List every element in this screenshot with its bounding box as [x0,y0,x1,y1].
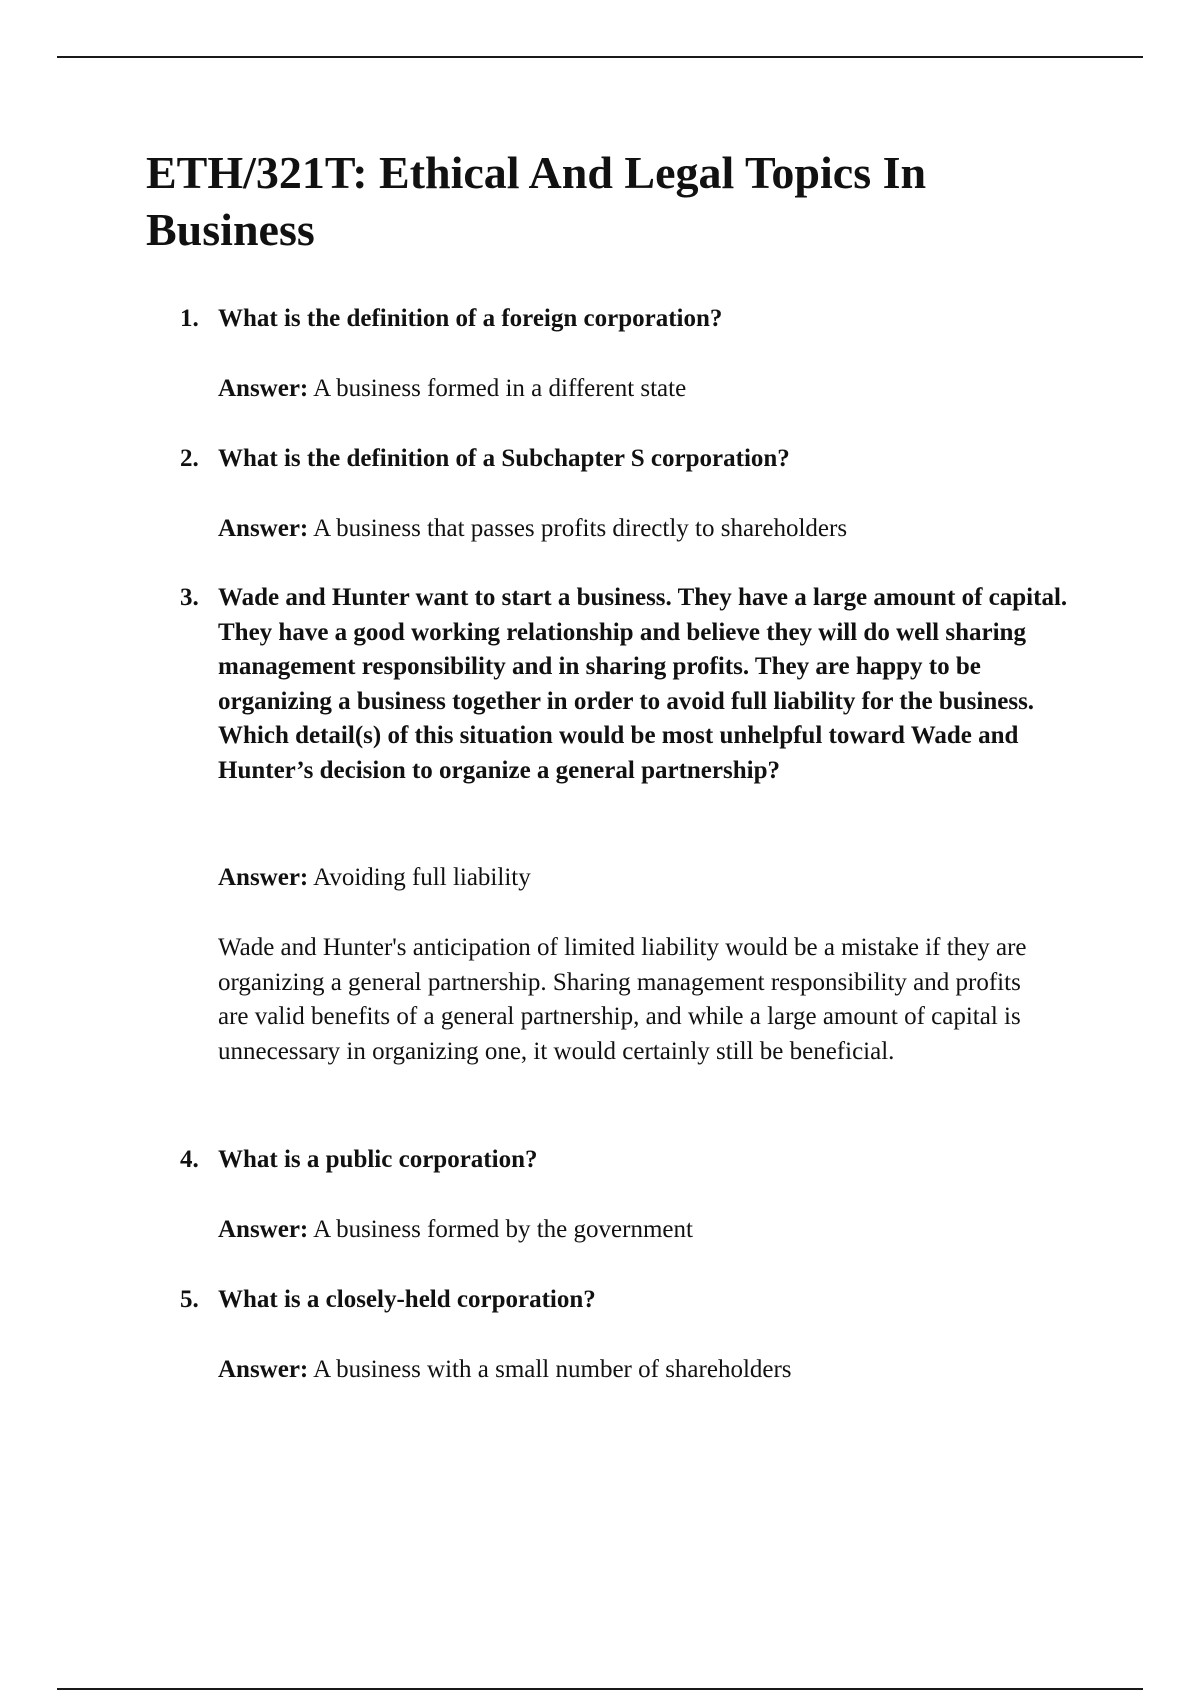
answer-text: A business with a small number of shareholders [313,1356,792,1383]
question-body: What is a public corporation? [218,1146,538,1173]
question-text [180,302,1090,337]
question-body: What is a closely-held corporation? [218,1286,596,1313]
question-text [180,442,1090,477]
question-item-1 [180,302,1090,402]
answer-explanation: Wade and Hunter's anticipation of limited liability would be a mistake if they are organizing a general partnership. Sharing management responsibility and profits are valid benefits of a general partnership, and while a large amount of capital is unnecessary in organizing one, it would certainly still be beneficial. [218,934,1027,1065]
answer-label: Answer: [218,375,309,402]
question-number: 5. [180,1286,199,1313]
answer-line [180,1353,792,1388]
header-divider [57,56,1143,58]
answer-line [180,372,686,407]
question-text [180,581,1098,789]
question-number: 3. [180,584,199,611]
question-body: What is the definition of a Subchapter S corporation? [218,445,790,472]
question-item-4 [180,1143,1090,1243]
answer-label: Answer: [218,515,309,542]
question-text [180,1283,1090,1318]
answer-label: Answer: [218,1216,309,1243]
answer-text: A business that passes profits directly to shareholders [313,515,848,542]
question-item-3 [180,581,1090,1065]
question-number: 4. [180,1146,199,1173]
question-number: 1. [180,305,199,332]
answer-line [180,512,847,547]
footer-divider [57,1688,1143,1690]
answer-label: Answer: [218,1356,309,1383]
answer-label: Answer: [218,864,309,891]
page-title: ETH/321T: Ethical And Legal Topics In Business [146,147,927,255]
question-body: Wade and Hunter want to start a business. They have a large amount of capital. They have a good working relationship and believe they will do well sharing management responsibility and in sharing profits. They are happy to be organizing a business together in order to avoid full liability for the business. Which detail(s) of this situation would be most unhelpful toward Wade and Hunter’s decision to organize a general partnership? [218,584,1068,784]
answer-line [180,861,531,896]
answer-text: A business formed in a different state [313,375,687,402]
question-item-2 [180,442,1090,542]
answer-line [180,1213,693,1248]
question-body: What is the definition of a foreign corporation? [218,305,723,332]
question-number: 2. [180,445,199,472]
answer-text: A business formed by the government [313,1216,693,1243]
answer-text: Avoiding full liability [313,864,531,891]
question-item-5 [180,1283,1090,1383]
question-text [180,1143,1090,1178]
